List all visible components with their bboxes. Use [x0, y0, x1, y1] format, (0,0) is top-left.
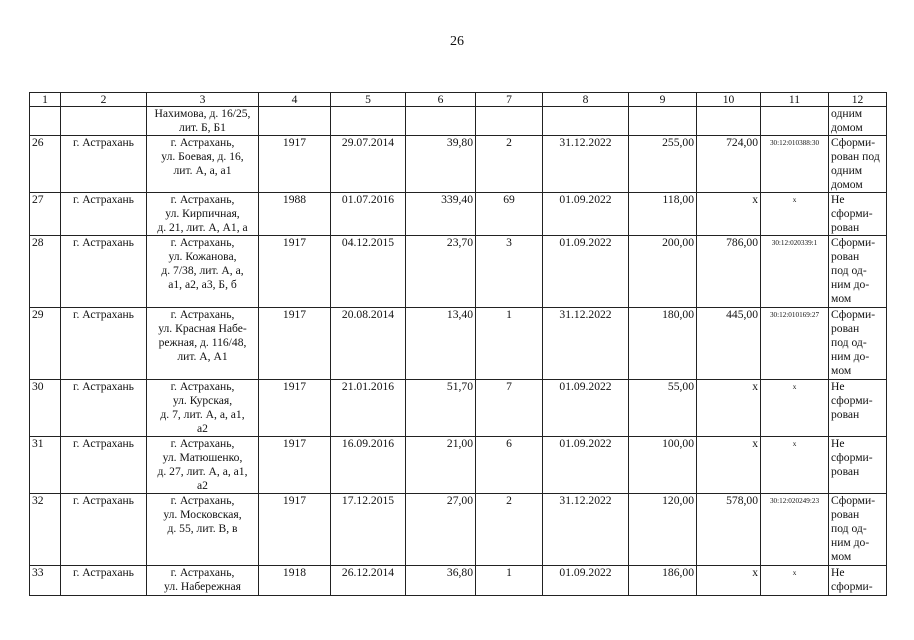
column-header: 7	[476, 93, 543, 107]
date-cell: 04.12.2015	[331, 236, 406, 308]
column-header: 3	[147, 93, 259, 107]
year-cell: 1917	[259, 380, 331, 437]
value-cell: x	[697, 566, 761, 596]
year-cell: 1917	[259, 136, 331, 193]
due-date-cell: 31.12.2022	[543, 494, 629, 566]
status-cell: Сформи- рован под од- ним до- мом	[829, 236, 887, 308]
address-cell: г. Астрахань, ул. Матюшенко, д. 27, лит. А, а, а1, а2	[147, 437, 259, 494]
row-number: 33	[30, 566, 61, 596]
status-cell: Сформи- рован под одним домом	[829, 136, 887, 193]
count-cell: 69	[476, 193, 543, 236]
value-cell: 255,00	[629, 136, 697, 193]
value-cell: x	[697, 437, 761, 494]
date-cell: 26.12.2014	[331, 566, 406, 596]
address-cell: г. Астрахань, ул. Кирпичная, д. 21, лит. А, А1, а	[147, 193, 259, 236]
address-cell: г. Астрахань, ул. Набережная	[147, 566, 259, 596]
area-cell: 39,80	[406, 136, 476, 193]
value-cell	[629, 107, 697, 136]
cadastral-number-cell: x	[761, 566, 829, 596]
header-row	[30, 93, 887, 107]
table-row	[30, 437, 887, 494]
count-cell: 1	[476, 566, 543, 596]
cadastral-number-cell: x	[761, 437, 829, 494]
area-cell: 23,70	[406, 236, 476, 308]
value-cell: 186,00	[629, 566, 697, 596]
cadastral-number-cell	[761, 107, 829, 136]
year-cell: 1988	[259, 193, 331, 236]
status-cell: Сформи- рован под од- ним до- мом	[829, 494, 887, 566]
status-cell: Не сформи- рован	[829, 437, 887, 494]
year-cell: 1917	[259, 494, 331, 566]
area-cell: 13,40	[406, 308, 476, 380]
column-header: 2	[61, 93, 147, 107]
value-cell: 200,00	[629, 236, 697, 308]
cadastral-number-cell: 30:12:010388:30	[761, 136, 829, 193]
column-header: 4	[259, 93, 331, 107]
value-cell: 180,00	[629, 308, 697, 380]
due-date-cell: 31.12.2022	[543, 136, 629, 193]
count-cell: 2	[476, 494, 543, 566]
value-cell	[697, 107, 761, 136]
value-cell: 724,00	[697, 136, 761, 193]
count-cell: 7	[476, 380, 543, 437]
table-row	[30, 494, 887, 566]
year-cell: 1917	[259, 308, 331, 380]
area-cell: 51,70	[406, 380, 476, 437]
city-cell: г. Астрахань	[61, 136, 147, 193]
page-number: 26	[450, 34, 464, 49]
count-cell: 3	[476, 236, 543, 308]
row-number	[30, 107, 61, 136]
cadastral-number-cell: x	[761, 193, 829, 236]
row-number: 27	[30, 193, 61, 236]
address-cell: г. Астрахань, ул. Красная Набе- режная, д. 116/48, лит. А, А1	[147, 308, 259, 380]
status-cell: Не сформи-	[829, 566, 887, 596]
table-row	[30, 136, 887, 193]
due-date-cell: 01.09.2022	[543, 236, 629, 308]
status-cell: Не сформи- рован	[829, 380, 887, 437]
city-cell: г. Астрахань	[61, 494, 147, 566]
column-header: 5	[331, 93, 406, 107]
status-cell: одним домом	[829, 107, 887, 136]
cadastral-number-cell: 30:12:020249:23	[761, 494, 829, 566]
cadastral-number-cell: 30:12:020339:1	[761, 236, 829, 308]
table-row	[30, 380, 887, 437]
value-cell: 100,00	[629, 437, 697, 494]
table-row	[30, 566, 887, 596]
date-cell: 16.09.2016	[331, 437, 406, 494]
city-cell: г. Астрахань	[61, 308, 147, 380]
column-header: 10	[697, 93, 761, 107]
table-row	[30, 107, 887, 136]
due-date-cell: 31.12.2022	[543, 308, 629, 380]
column-header: 1	[30, 93, 61, 107]
year-cell: 1917	[259, 236, 331, 308]
count-cell	[476, 107, 543, 136]
area-cell: 36,80	[406, 566, 476, 596]
value-cell: 120,00	[629, 494, 697, 566]
row-number: 31	[30, 437, 61, 494]
count-cell: 2	[476, 136, 543, 193]
count-cell: 1	[476, 308, 543, 380]
column-header: 9	[629, 93, 697, 107]
area-cell: 339,40	[406, 193, 476, 236]
year-cell: 1918	[259, 566, 331, 596]
due-date-cell: 01.09.2022	[543, 437, 629, 494]
due-date-cell	[543, 107, 629, 136]
city-cell: г. Астрахань	[61, 193, 147, 236]
city-cell: г. Астрахань	[61, 437, 147, 494]
value-cell: x	[697, 380, 761, 437]
area-cell: 21,00	[406, 437, 476, 494]
city-cell: г. Астрахань	[61, 566, 147, 596]
address-cell: г. Астрахань, ул. Московская, д. 55, лит. В, в	[147, 494, 259, 566]
column-header: 6	[406, 93, 476, 107]
row-number: 29	[30, 308, 61, 380]
value-cell: 786,00	[697, 236, 761, 308]
row-number: 30	[30, 380, 61, 437]
city-cell: г. Астрахань	[61, 236, 147, 308]
status-cell: Сформи- рован под од- ним до- мом	[829, 308, 887, 380]
registry-table	[29, 92, 887, 596]
status-cell: Не сформи- рован	[829, 193, 887, 236]
address-cell: г. Астрахань, ул. Боевая, д. 16, лит. А, а, а1	[147, 136, 259, 193]
row-number: 32	[30, 494, 61, 566]
count-cell: 6	[476, 437, 543, 494]
year-cell: 1917	[259, 437, 331, 494]
due-date-cell: 01.09.2022	[543, 380, 629, 437]
value-cell: 118,00	[629, 193, 697, 236]
cadastral-number-cell: x	[761, 380, 829, 437]
due-date-cell: 01.09.2022	[543, 193, 629, 236]
area-cell	[406, 107, 476, 136]
due-date-cell: 01.09.2022	[543, 566, 629, 596]
value-cell: 578,00	[697, 494, 761, 566]
column-header: 11	[761, 93, 829, 107]
table-row	[30, 236, 887, 308]
row-number: 28	[30, 236, 61, 308]
table-row	[30, 193, 887, 236]
value-cell: x	[697, 193, 761, 236]
value-cell: 55,00	[629, 380, 697, 437]
address-cell: Нахимова, д. 16/25, лит. Б, Б1	[147, 107, 259, 136]
row-number: 26	[30, 136, 61, 193]
column-header: 12	[829, 93, 887, 107]
date-cell: 21.01.2016	[331, 380, 406, 437]
address-cell: г. Астрахань, ул. Курская, д. 7, лит. А, а, а1, а2	[147, 380, 259, 437]
area-cell: 27,00	[406, 494, 476, 566]
date-cell: 20.08.2014	[331, 308, 406, 380]
table-row	[30, 308, 887, 380]
date-cell: 29.07.2014	[331, 136, 406, 193]
date-cell: 17.12.2015	[331, 494, 406, 566]
address-cell: г. Астрахань, ул. Кожанова, д. 7/38, лит. А, а, а1, а2, а3, Б, б	[147, 236, 259, 308]
city-cell: г. Астрахань	[61, 380, 147, 437]
column-header: 8	[543, 93, 629, 107]
value-cell: 445,00	[697, 308, 761, 380]
date-cell: 01.07.2016	[331, 193, 406, 236]
city-cell	[61, 107, 147, 136]
cadastral-number-cell: 30:12:010169:27	[761, 308, 829, 380]
year-cell	[259, 107, 331, 136]
date-cell	[331, 107, 406, 136]
